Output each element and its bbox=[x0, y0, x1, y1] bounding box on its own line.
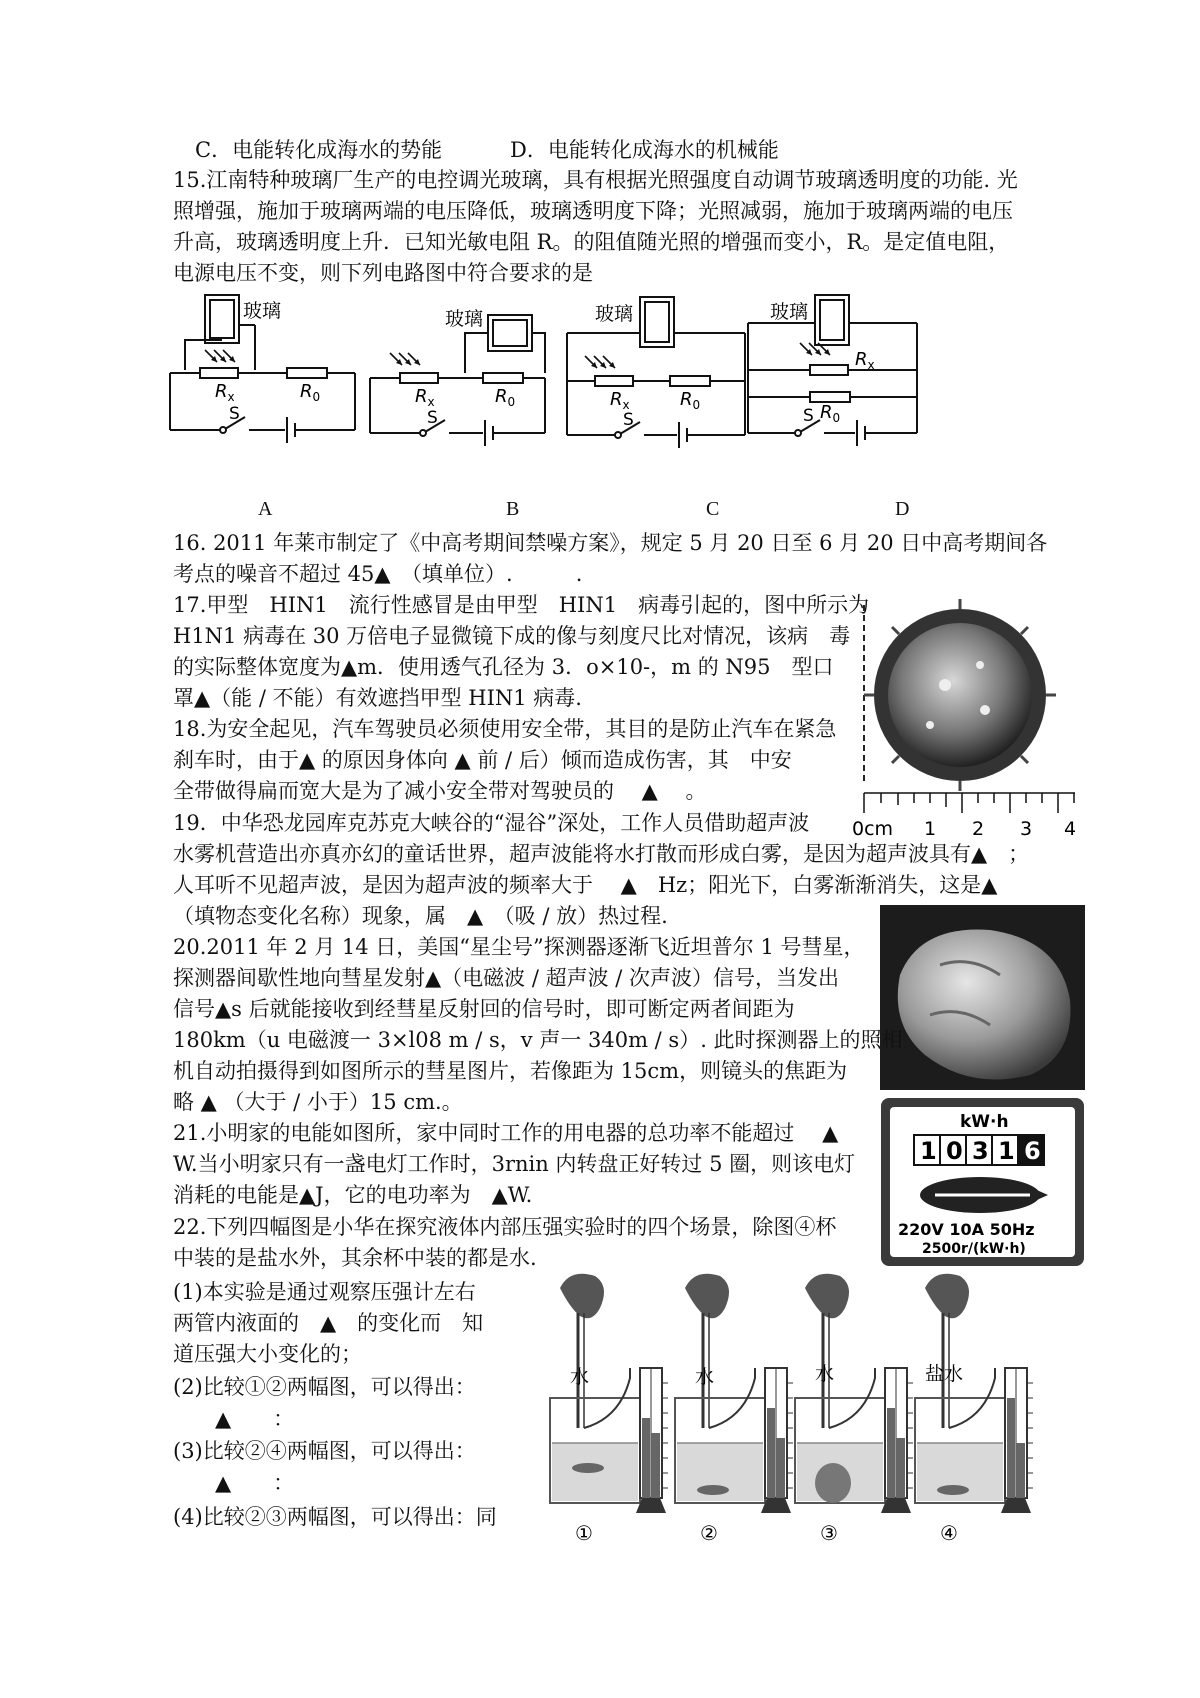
ruler-label-1: 1 bbox=[924, 818, 937, 840]
circuit-c bbox=[567, 297, 745, 448]
circuit-d-glass-label: 玻璃 bbox=[770, 301, 809, 323]
beaker-3-liquid: 水 bbox=[815, 1363, 835, 1385]
circuit-b-switch-label: S bbox=[427, 408, 438, 428]
q17-line-3: 的实际整体宽度为▲m．使用透气孔径为 3．o×10-，m 的 N95 型口 bbox=[173, 655, 834, 679]
circuit-d-switch-label: S bbox=[803, 406, 814, 426]
pressure-experiment-figure bbox=[540, 1268, 1060, 1550]
meter-digit-4: 1 bbox=[998, 1137, 1015, 1165]
q16-line-2: 考点的噪音不超过 45▲ （填单位）. . bbox=[173, 562, 583, 586]
circuit-label-c: C bbox=[706, 498, 720, 520]
q15-line-3: 升高，玻璃透明度上升．已知光敏电阻 R。的阻值随光照的增强而变小，R。是定值电阻， bbox=[173, 230, 1010, 254]
q19-line-2: 水雾机营造出亦真亦幻的童话世界，超声波能将水打散而形成白雾，是因为超声波具有▲ ； bbox=[173, 842, 1030, 866]
q21-line-1: 21.小明家的电能如图所，家中同时工作的用电器的总功率不能超过 ▲ bbox=[173, 1121, 839, 1145]
q20-line-4: 180km（u 电磁渡一 3×l08 m / s，v 声一 340m / s）. 此时探测器上的照相 bbox=[173, 1028, 903, 1052]
option-c: C．电能转化成海水的势能 bbox=[195, 138, 443, 162]
circuit-c-switch-label: S bbox=[623, 410, 634, 430]
beaker-2-number: ② bbox=[700, 1521, 718, 1545]
circuit-d-rx-label: $R_x$ bbox=[855, 349, 875, 372]
meter-spec: 220V 10A 50Hz bbox=[898, 1220, 1035, 1239]
q20-line-2: 探测器间歇性地向彗星发射▲（电磁波 / 超声波 / 次声波）信号，当发出 bbox=[173, 966, 839, 990]
ruler-label-0: 0cm bbox=[852, 818, 894, 840]
beaker-3-number: ③ bbox=[820, 1521, 838, 1545]
circuit-c-glass-label: 玻璃 bbox=[595, 303, 634, 325]
q22-sub-1: (1)本实验是通过观察压强计左右 bbox=[173, 1280, 476, 1304]
circuit-label-b: B bbox=[506, 498, 520, 520]
beaker-1-liquid: 水 bbox=[570, 1366, 590, 1388]
circuit-label-d: D bbox=[895, 498, 910, 520]
q22-sub-4: (2)比较①②两幅图，可以得出： bbox=[173, 1375, 476, 1399]
circuit-a-rx-label: $R_x$ bbox=[215, 381, 235, 404]
q20-line-3: 信号▲s 后就能接收到经彗星反射回的信号时，即可断定两者间距为 bbox=[173, 997, 795, 1021]
ruler bbox=[864, 793, 1075, 813]
q22-sub-8: (4)比较②③两幅图，可以得出：同 bbox=[173, 1505, 497, 1529]
meter-rate: 2500r/(kW·h) bbox=[922, 1241, 1026, 1257]
circuit-b bbox=[370, 315, 545, 446]
virus-ruler-figure bbox=[850, 595, 1080, 845]
q19-line-4: （填物态变化名称）现象，属 ▲ （吸 / 放）热过程. bbox=[173, 904, 668, 928]
q20-line-6: 略 ▲ （大于 / 小于）15 cm.。 bbox=[173, 1090, 463, 1114]
q20-line-5: 机自动拍摄得到如图所示的彗星图片，若像距为 15cm，则镜头的焦距为 bbox=[173, 1059, 848, 1083]
q17-line-2: H1N1 病毒在 30 万倍电子显微镜下成的像与刻度尺比对情况，该病 毒 bbox=[173, 624, 851, 648]
q18-line-2: 刹车时，由于▲ 的原因身体向 ▲ 前 / 后）倾而造成伤害，其 中安 bbox=[173, 748, 792, 772]
beaker-2 bbox=[675, 1274, 793, 1513]
circuit-label-a: A bbox=[258, 498, 273, 520]
meter-digit-2: 0 bbox=[946, 1137, 963, 1165]
meter-digit-1: 1 bbox=[920, 1137, 937, 1165]
beaker-4 bbox=[915, 1274, 1033, 1513]
beaker-4-number: ④ bbox=[940, 1521, 958, 1545]
ruler-label-3: 3 bbox=[1020, 818, 1033, 840]
circuit-c-r0-label: $R_0$ bbox=[680, 389, 701, 412]
q15-line-1: 15.江南特种玻璃厂生产的电控调光玻璃，具有根据光照强度自动调节玻璃透明度的功能. 光 bbox=[173, 168, 1018, 192]
meter-digit-5: 6 bbox=[1024, 1137, 1041, 1165]
q19-line-3: 人耳听不见超声波，是因为超声波的频率大于 ▲ Hz；阳光下，白雾渐渐消失，这是▲ bbox=[173, 873, 998, 897]
q15-line-2: 照增强，施加于玻璃两端的电压降低，玻璃透明度下降；光照减弱，施加于玻璃两端的电压 bbox=[173, 199, 1013, 223]
option-d: D．电能转化成海水的机械能 bbox=[510, 138, 779, 162]
circuit-a-glass-label: 玻璃 bbox=[243, 300, 282, 322]
circuit-b-r0-label: $R_0$ bbox=[495, 386, 516, 409]
circuit-b-glass-label: 玻璃 bbox=[445, 308, 484, 330]
q22-line-1: 22.下列四幅图是小华在探究液体内部压强实验时的四个场景，除图④杯 bbox=[173, 1215, 837, 1239]
q17-line-1: 17.甲型 HIN1 流行性感冒是由甲型 HIN1 病毒引起的，图中所示为 bbox=[173, 593, 870, 617]
q20-line-1: 20.2011 年 2 月 14 日，美国“星尘号”探测器逐渐飞近坦普尔 1 号彗星， bbox=[173, 935, 865, 959]
q19-line-1: 19．中华恐龙园库克苏克大峡谷的“湿谷”深处，工作人员借助超声波 bbox=[173, 811, 810, 835]
q16-line-1: 16. 2011 年莱市制定了《中高考期间禁噪方案》，规定 5 月 20 日至 6 月 20 日中高考期间各 bbox=[173, 531, 1048, 555]
beaker-1-number: ① bbox=[575, 1521, 593, 1545]
circuit-a-switch-label: S bbox=[229, 404, 240, 424]
q18-line-1: 18.为安全起见，汽车驾驶员必须使用安全带，其目的是防止汽车在紧急 bbox=[173, 717, 837, 741]
circuit-d-r0-label: $R_0$ bbox=[820, 402, 841, 425]
circuit-b-rx-label: $R_x$ bbox=[415, 386, 435, 409]
circuit-c-rx-label: $R_x$ bbox=[610, 389, 630, 412]
q22-sub-7: ▲ ： bbox=[173, 1471, 295, 1495]
beaker-1 bbox=[550, 1274, 668, 1513]
meter-digit-3: 3 bbox=[972, 1137, 989, 1165]
ruler-label-4: 4 bbox=[1064, 818, 1077, 840]
q22-sub-2: 两管内液面的 ▲ 的变化而 知 bbox=[173, 1311, 484, 1335]
q22-sub-5: ▲ ： bbox=[173, 1407, 295, 1431]
circuit-a-r0-label: $R_0$ bbox=[300, 381, 321, 404]
q22-sub-3: 道压强大小变化的； bbox=[173, 1342, 362, 1366]
electric-meter bbox=[880, 1097, 1085, 1267]
meter-digits bbox=[914, 1135, 1044, 1165]
beaker-4-liquid: 盐水 bbox=[925, 1363, 964, 1385]
q22-sub-6: (3)比较②④两幅图，可以得出： bbox=[173, 1439, 476, 1463]
comet-image bbox=[880, 905, 1085, 1090]
beaker-3 bbox=[795, 1274, 913, 1513]
meter-unit: kW·h bbox=[960, 1112, 1009, 1132]
q21-line-2: W.当小明家只有一盏电灯工作时，3rnin 内转盘正好转过 5 圈，则该电灯 bbox=[173, 1152, 856, 1176]
q22-line-2: 中装的是盐水外，其余杯中装的都是水. bbox=[173, 1246, 537, 1270]
q21-line-3: 消耗的电能是▲J，它的电功率为 ▲W. bbox=[173, 1183, 533, 1207]
q17-line-4: 罩▲（能 / 不能）有效遮挡甲型 HIN1 病毒. bbox=[173, 686, 582, 710]
q18-line-3: 全带做得扁而宽大是为了减小安全带对驾驶员的 ▲ 。 bbox=[173, 779, 707, 803]
beaker-2-liquid: 水 bbox=[695, 1366, 715, 1388]
ruler-label-2: 2 bbox=[972, 818, 985, 840]
circuit-diagrams bbox=[165, 285, 965, 485]
q15-line-4: 电源电压不变，则下列电路图中符合要求的是 bbox=[173, 261, 593, 285]
virus-image bbox=[864, 599, 1056, 791]
